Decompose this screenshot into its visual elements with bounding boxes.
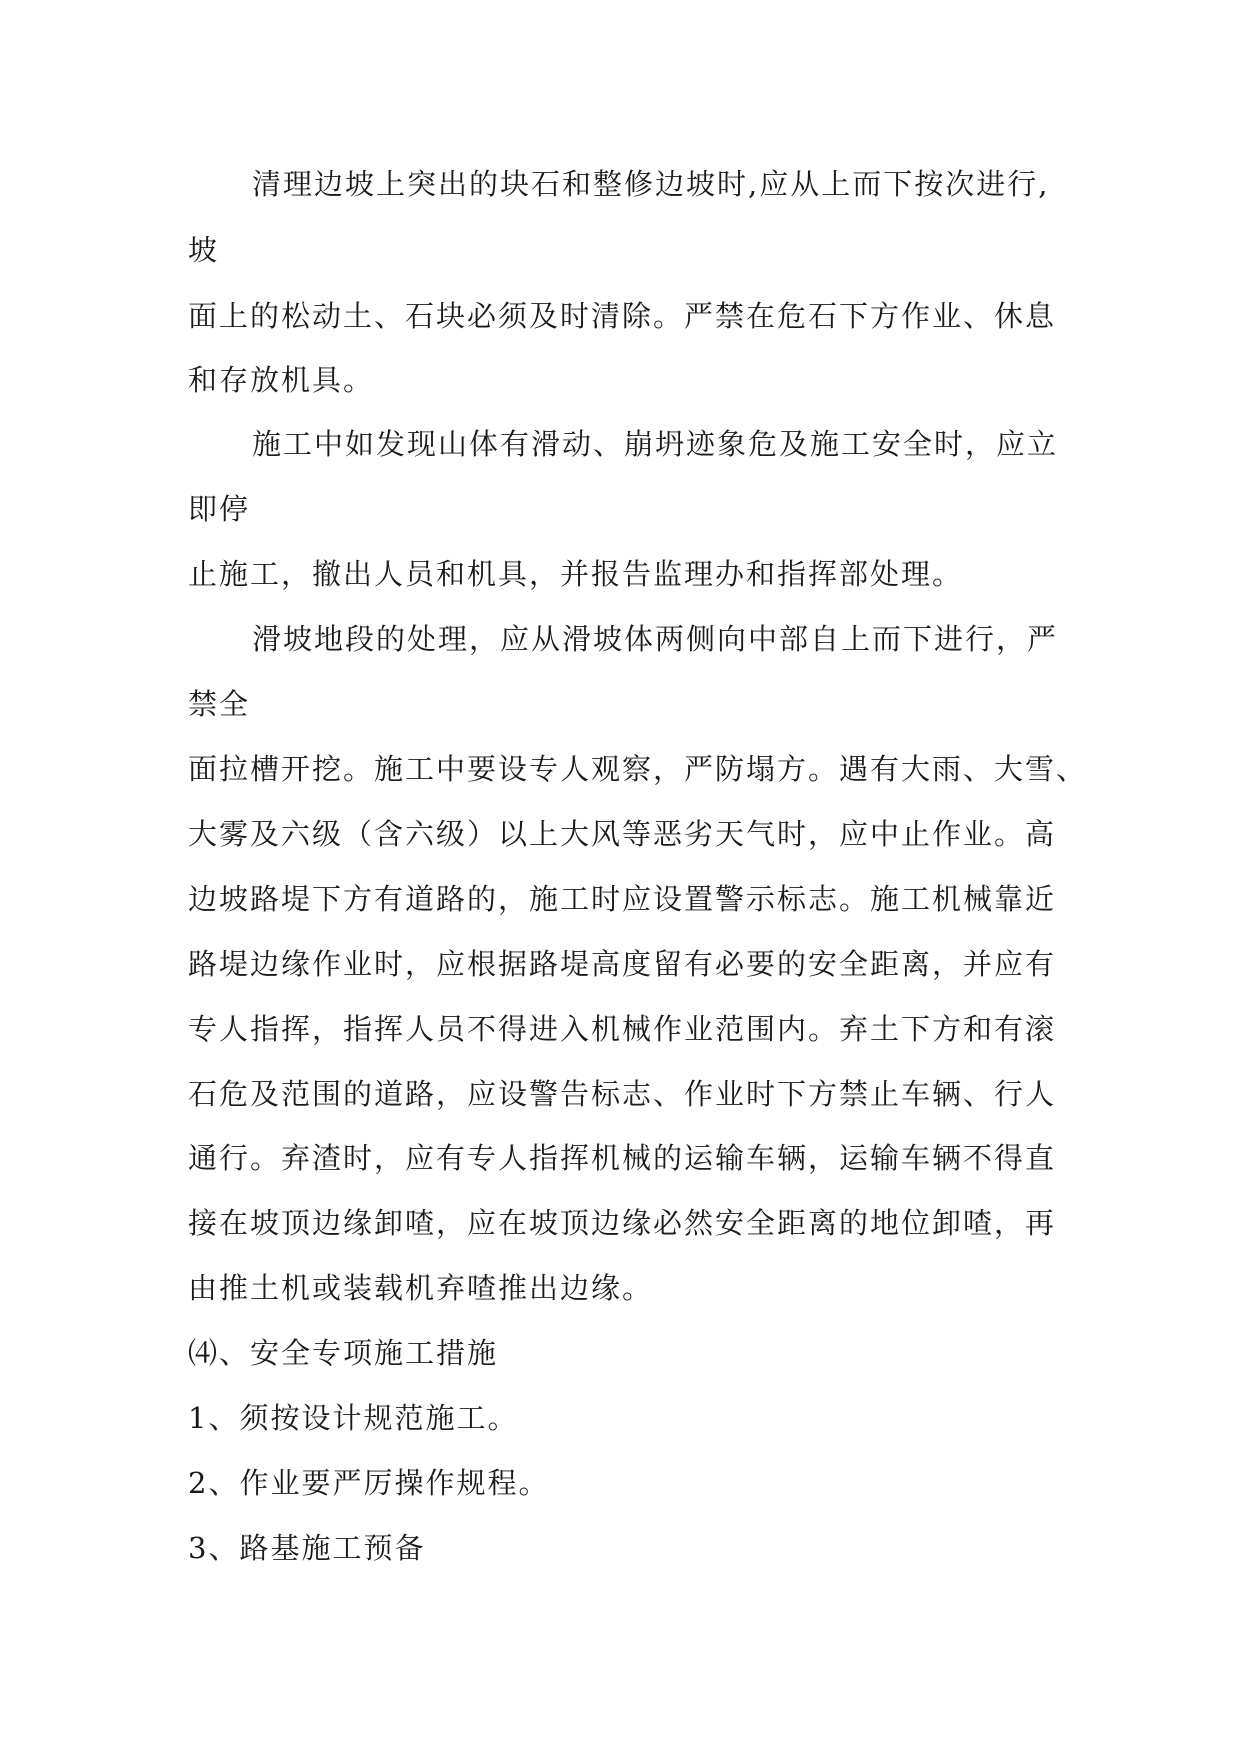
paragraph-line: 清理边坡上突出的块石和整修边坡时,应从上而下按次进行, xyxy=(252,167,1050,201)
paragraph-line: 石危及范围的道路，应设警告标志、作业时下方禁止车辆、行人 xyxy=(188,1077,1057,1111)
paragraph-line: 专人指挥，指挥人员不得进入机械作业范围内。弃土下方和有滚 xyxy=(188,1012,1057,1046)
paragraph-line: 边坡路堤下方有道路的，施工时应设置警示标志。施工机械靠近 xyxy=(188,882,1057,916)
paragraph-line: 路堤边缘作业时，应根据路堤高度留有必要的安全距离，并应有 xyxy=(188,947,1057,981)
paragraph-line: 坡 xyxy=(188,233,220,267)
paragraph-line: 施工中如发现山体有滑动、崩坍迹象危及施工安全时，应立 xyxy=(252,427,1059,461)
paragraph-line: 大雾及六级（含六级）以上大风等恶劣天气时，应中止作业。高 xyxy=(188,817,1057,851)
list-item: 2、作业要严厉操作规程。 xyxy=(188,1466,550,1500)
section-heading: ⑷、安全专项施工措施 xyxy=(188,1336,499,1370)
paragraph-line: 面拉槽开挖。施工中要设专人观察，严防塌方。遇有大雨、大雪、 xyxy=(188,752,1088,786)
paragraph-line: 接在坡顶边缘卸喳，应在坡顶边缘必然安全距离的地位卸喳，再 xyxy=(188,1206,1057,1240)
list-item: 3、路基施工预备 xyxy=(188,1531,426,1565)
paragraph-line: 通行。弃渣时，应有专人指挥机械的运输车辆，运输车辆不得直 xyxy=(188,1141,1057,1175)
paragraph-line: 由推土机或装载机弃喳推出边缘。 xyxy=(188,1271,654,1305)
paragraph-line: 禁全 xyxy=(188,687,251,721)
list-item: 1、须按设计规范施工。 xyxy=(188,1401,519,1435)
paragraph-line: 即停 xyxy=(188,492,251,526)
paragraph-line: 止施工，撤出人员和机具，并报告监理办和指挥部处理。 xyxy=(188,557,964,591)
paragraph-line: 面上的松动土、石块必须及时清除。严禁在危石下方作业、休息 xyxy=(188,299,1057,333)
paragraph-line: 和存放机具。 xyxy=(188,363,375,397)
paragraph-line: 滑坡地段的处理，应从滑坡体两侧向中部自上而下进行，严 xyxy=(252,622,1059,656)
